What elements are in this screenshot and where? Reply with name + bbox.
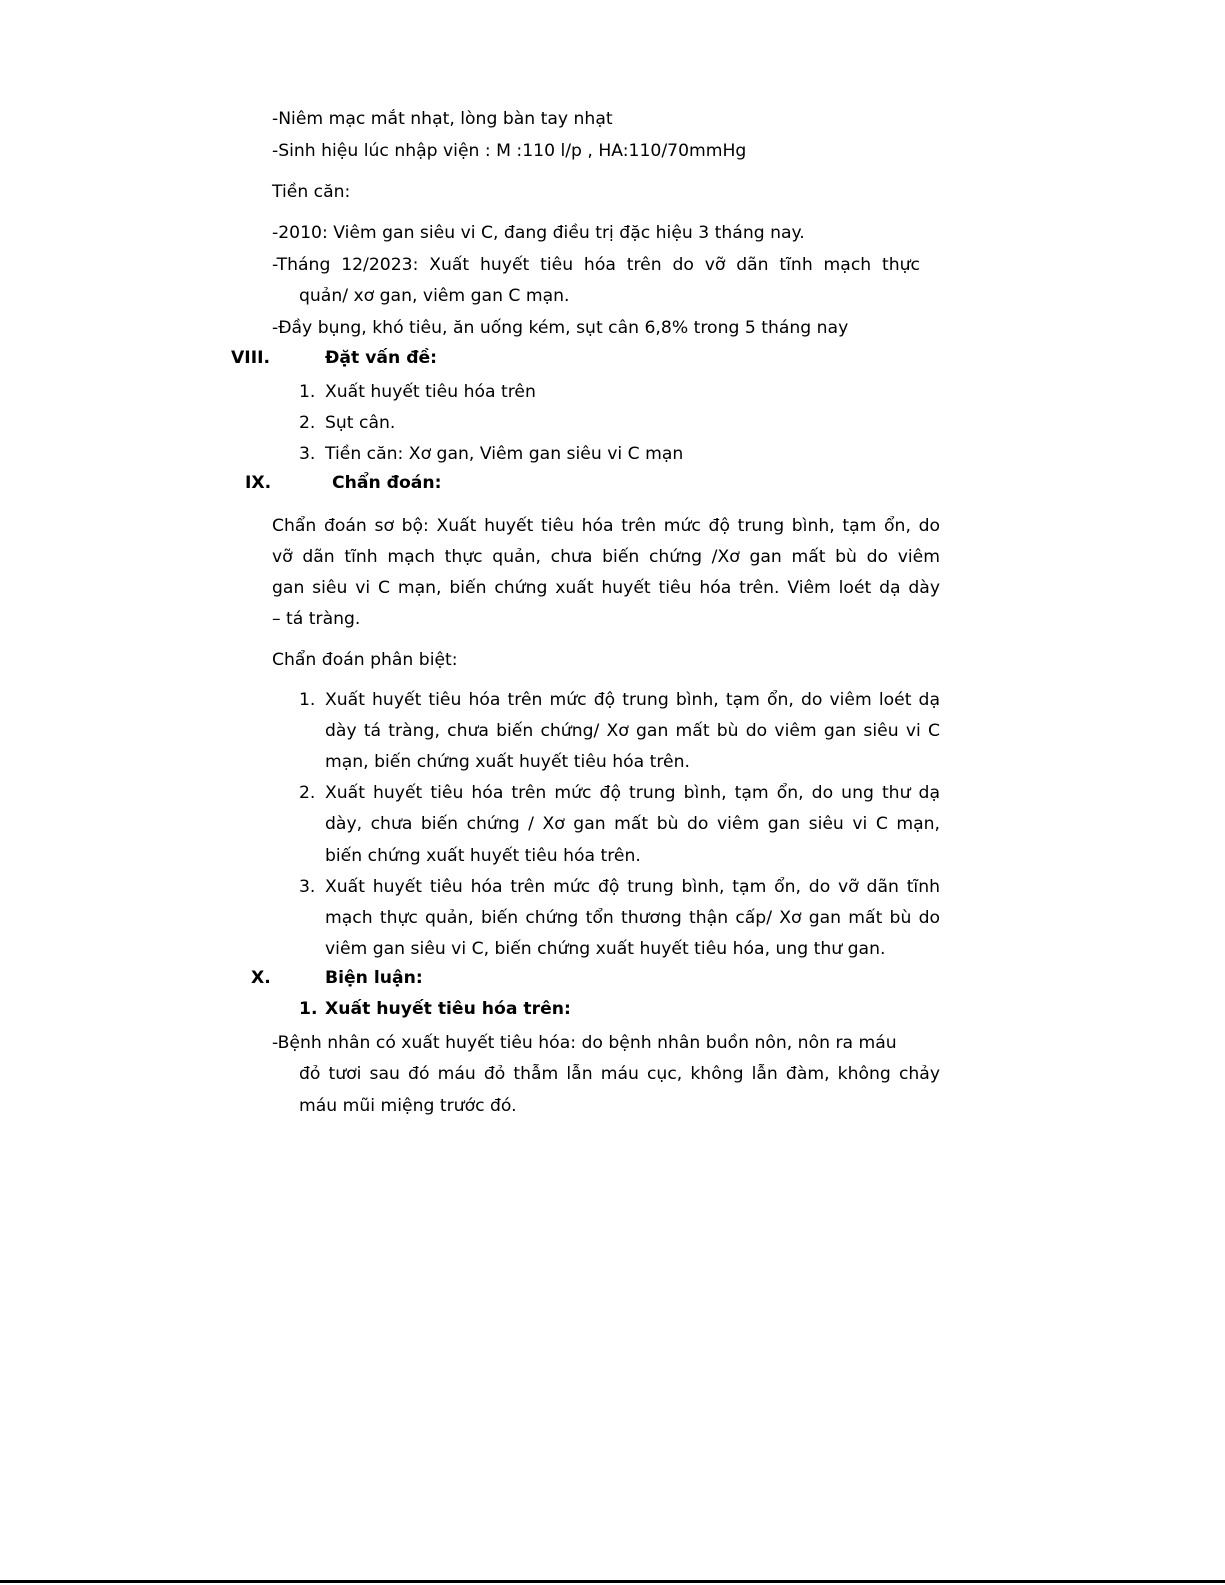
problem-1-number: 1.: [299, 382, 316, 402]
section-9-number: IX.: [245, 473, 272, 493]
argument-line-3: máu mũi miệng trước đó.: [299, 1096, 517, 1116]
section-10-title: Biện luận:: [325, 968, 423, 988]
history-item-2-line-1: -Tháng 12/2023: Xuất huyết tiêu hóa trên do vỡ dãn tĩnh mạch thực: [272, 255, 920, 275]
diff-2-line-3: biến chứng xuất huyết tiêu hóa trên.: [325, 846, 641, 866]
section-8-title: Đặt vấn đề:: [325, 348, 438, 368]
diff-3-number: 3.: [299, 877, 316, 897]
prelim-diagnosis-line-3: gan siêu vi C mạn, biến chứng xuất huyết tiêu hóa trên. Viêm loét dạ dày: [272, 578, 940, 598]
argument-line-2: đỏ tươi sau đó máu đỏ thẫm lẫn máu cục, không lẫn đàm, không chảy: [299, 1064, 940, 1084]
history-item-2-line-2: quản/ xơ gan, viêm gan C mạn.: [299, 286, 570, 306]
section-10-number: X.: [251, 968, 271, 988]
diff-1-line-2: dày tá tràng, chưa biến chứng/ Xơ gan mất bù do viêm gan siêu vi C: [325, 721, 940, 741]
history-item-1: -2010: Viêm gan siêu vi C, đang điều trị đặc hiệu 3 tháng nay.: [272, 223, 805, 243]
prelim-diagnosis-line-1: Chẩn đoán sơ bộ: Xuất huyết tiêu hóa trên mức độ trung bình, tạm ổn, do: [272, 516, 940, 536]
diff-1-line-1: Xuất huyết tiêu hóa trên mức độ trung bình, tạm ổn, do viêm loét dạ: [325, 690, 940, 710]
diff-2-line-2: dày, chưa biến chứng / Xơ gan mất bù do viêm gan siêu vi C mạn,: [325, 814, 940, 834]
page-bottom-border: [0, 1580, 1225, 1583]
history-item-3: -Đầy bụng, khó tiêu, ăn uống kém, sụt cân 6,8% trong 5 tháng nay: [272, 318, 849, 338]
exam-line-2: -Sinh hiệu lúc nhập viện : M :110 l/p , HA:110/70mmHg: [272, 141, 747, 161]
diff-1-number: 1.: [299, 690, 316, 710]
prelim-diagnosis-line-4: – tá tràng.: [272, 609, 361, 629]
argument-line-1: -Bệnh nhân có xuất huyết tiêu hóa: do bệnh nhân buồn nôn, nôn ra máu: [272, 1033, 897, 1053]
diff-3-line-1: Xuất huyết tiêu hóa trên mức độ trung bình, tạm ổn, do vỡ dãn tĩnh: [325, 877, 940, 897]
subsection-1-number: 1.: [299, 999, 318, 1019]
history-heading: Tiền căn:: [272, 182, 351, 202]
subsection-1-title: Xuất huyết tiêu hóa trên:: [325, 999, 571, 1019]
problem-3-text: Tiền căn: Xơ gan, Viêm gan siêu vi C mạn: [325, 444, 684, 464]
section-8-number: VIII.: [231, 348, 271, 368]
exam-line-1: -Niêm mạc mắt nhạt, lòng bàn tay nhạt: [272, 109, 613, 129]
diff-1-line-3: mạn, biến chứng xuất huyết tiêu hóa trên.: [325, 752, 690, 772]
diff-diagnosis-heading: Chẩn đoán phân biệt:: [272, 650, 458, 670]
diff-3-line-2: mạch thực quản, biến chứng tổn thương thận cấp/ Xơ gan mất bù do: [325, 908, 940, 928]
problem-2-number: 2.: [299, 413, 316, 433]
prelim-diagnosis-line-2: vỡ dãn tĩnh mạch thực quản, chưa biến chứng /Xơ gan mất bù do viêm: [272, 547, 940, 567]
problem-2-text: Sụt cân.: [325, 413, 396, 433]
diff-3-line-3: viêm gan siêu vi C, biến chứng xuất huyết tiêu hóa, ung thư gan.: [325, 939, 886, 959]
diff-2-number: 2.: [299, 783, 316, 803]
problem-3-number: 3.: [299, 444, 316, 464]
diff-2-line-1: Xuất huyết tiêu hóa trên mức độ trung bình, tạm ổn, do ung thư dạ: [325, 783, 940, 803]
section-9-title: Chẩn đoán:: [332, 473, 442, 493]
problem-1-text: Xuất huyết tiêu hóa trên: [325, 382, 536, 402]
